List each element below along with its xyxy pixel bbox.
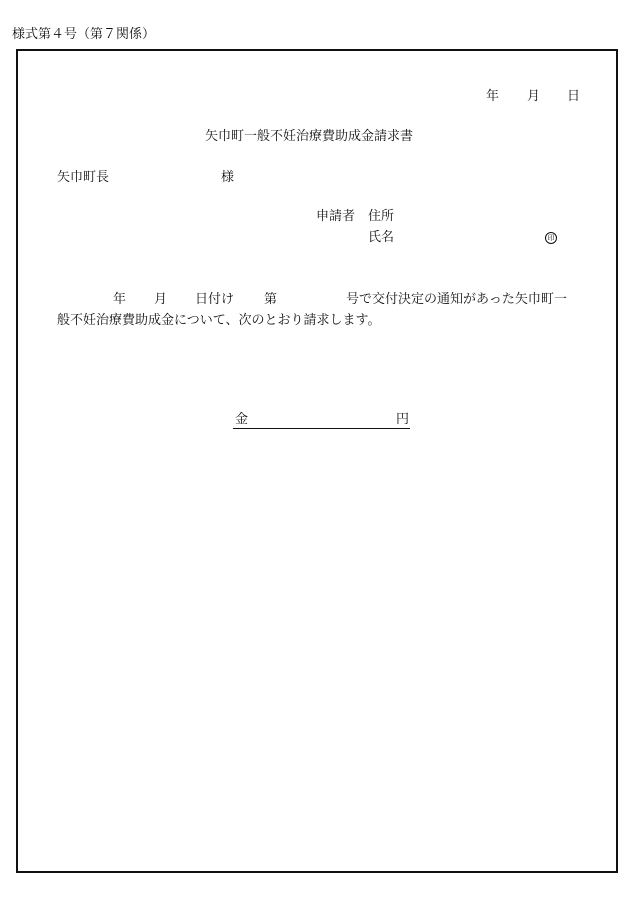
- body-year-label: 年: [113, 292, 127, 307]
- amount-underline: [233, 428, 410, 429]
- form-number-label: 様式第４号（第７関係）: [12, 27, 156, 42]
- date-month-label: 月: [527, 89, 541, 104]
- body-line2-text: 般不妊治療費助成金について、次のとおり請求します。: [57, 313, 381, 328]
- seal-mark-icon: 印: [545, 232, 557, 244]
- applicant-address-label: 住所: [368, 209, 395, 224]
- body-number-prefix: 第: [264, 292, 278, 307]
- applicant-label: 申請者: [316, 209, 356, 224]
- date-year-label: 年: [486, 89, 500, 104]
- addressee-name: 矢巾町長: [57, 170, 110, 185]
- date-day-label: 日: [567, 89, 581, 104]
- amount-suffix: 円: [396, 412, 410, 427]
- body-month-label: 月: [154, 292, 168, 307]
- body-day-label: 日付け: [195, 292, 235, 307]
- document-title: 矢巾町一般不妊治療費助成金請求書: [205, 129, 414, 144]
- applicant-name-label: 氏名: [368, 230, 395, 245]
- addressee-honorific: 様: [221, 170, 235, 185]
- amount-prefix: 金: [235, 412, 249, 427]
- body-line1-text: 号で交付決定の通知があった矢巾町一: [346, 292, 567, 307]
